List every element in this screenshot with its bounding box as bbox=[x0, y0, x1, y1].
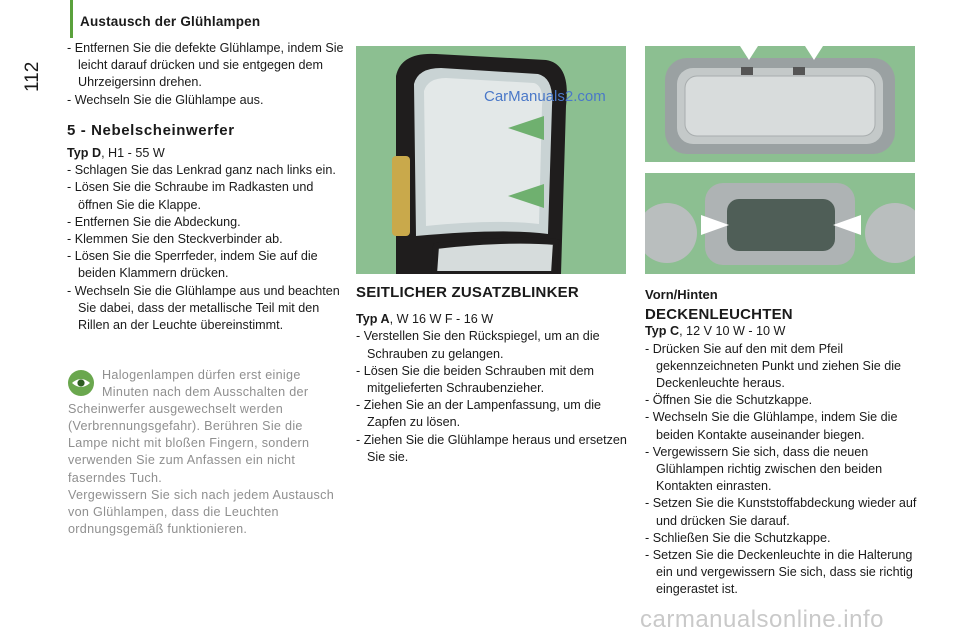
typ-d-value: , H1 - 55 W bbox=[101, 146, 165, 161]
left-column bbox=[67, 40, 347, 334]
fog-step-2: - Lösen Sie die Schraube im Radkasten und öffnen Sie die Klappe. bbox=[67, 180, 314, 212]
indicator-title: SEITLICHER ZUSATZBLINKER bbox=[356, 284, 579, 301]
typ-c-line bbox=[645, 323, 921, 340]
mirror-photo bbox=[356, 46, 626, 274]
ceiling-subtitle: Vorn/Hinten bbox=[645, 287, 718, 302]
indicator-step-1: - Verstellen Sie den Rückspiegel, um an die Schrauben zu gelangen. bbox=[356, 329, 600, 361]
watermark: CarManuals2.com bbox=[484, 88, 606, 105]
fog-step-1: - Schlagen Sie das Lenkrad ganz nach links ein. bbox=[67, 163, 336, 178]
typ-d-label: Typ D bbox=[67, 146, 102, 161]
intro-step-1: - Entfernen Sie die defekte Glühlampe, indem Sie leicht darauf drücken und sie entgegen dem Uhrzeigersinn drehen. bbox=[67, 41, 344, 90]
right-column bbox=[645, 286, 921, 599]
footer-watermark: carmanualsonline.info bbox=[640, 606, 884, 633]
warning-note bbox=[68, 367, 338, 538]
ceiling-step-5: - Setzen Sie die Kunststoffabdeckung wieder auf und drücken Sie darauf. bbox=[645, 496, 917, 528]
typ-d-line bbox=[67, 145, 347, 162]
ceiling-light-photo-top bbox=[645, 46, 915, 162]
ceiling-step-7: - Setzen Sie die Deckenleuchte in die Halterung ein und vergewissern Sie sich, dass sie richtig eingerastet ist. bbox=[645, 548, 913, 597]
intro-step-2: - Wechseln Sie die Glühlampe aus. bbox=[67, 92, 264, 107]
section5-title: 5 - Nebelscheinwerfer bbox=[67, 121, 235, 139]
header-accent-bar bbox=[70, 0, 73, 38]
indicator-step-2: - Lösen Sie die beiden Schrauben mit dem mitgelieferten Schraubenzieher. bbox=[356, 363, 595, 396]
fog-step-3: - Entfernen Sie die Abdeckung. bbox=[67, 214, 241, 229]
note-second: Vergewissern Sie sich nach jedem Austausch von Glühlampen, dass die Leuchten ordnungsgemäß funktionieren. bbox=[68, 487, 335, 536]
typ-a-label: Typ A bbox=[356, 312, 390, 327]
ceiling-step-2: - Öffnen Sie die Schutzkappe. bbox=[645, 393, 813, 408]
ceiling-step-6: - Schließen Sie die Schutzkappe. bbox=[645, 530, 831, 545]
ceiling-step-1: - Drücken Sie auf den mit dem Pfeil gekennzeichneten Punkt und ziehen Sie die Deckenleuchte heraus. bbox=[645, 341, 902, 391]
typ-a-value: , W 16 W F - 16 W bbox=[389, 312, 494, 327]
note-line-first: Halogenlampen dürfen erst einige Minuten nach dem Ausschalten der bbox=[102, 368, 309, 400]
fog-step-4: - Klemmen Sie den Steckverbinder ab. bbox=[67, 232, 283, 247]
ceiling-light-photo-bottom bbox=[645, 173, 915, 274]
note-rest: Scheinwerfer ausgewechselt werden (Verbrennungsgefahr). Berühren Sie die Lampe nicht mit bloßen Fingern, sondern verwenden Sie zum Anfassen ein nicht faserndes Tuch. bbox=[68, 402, 310, 485]
typ-c-label: Typ C bbox=[645, 324, 680, 339]
page-number: 112 bbox=[22, 61, 43, 92]
section-title: Austausch der Glühlampen bbox=[80, 14, 261, 29]
typ-a-line bbox=[356, 311, 628, 328]
ceiling-step-3: - Wechseln Sie die Glühlampe, indem Sie die beiden Kontakte auseinander biegen. bbox=[645, 410, 898, 442]
fog-step-6: - Wechseln Sie die Glühlampe aus und beachten Sie dabei, dass der metallische Teil mit den Rillen an der Leuchte übereinstimmt. bbox=[67, 283, 340, 333]
middle-column bbox=[356, 284, 628, 466]
ceiling-title: DECKENLEUCHTEN bbox=[645, 306, 793, 324]
ceiling-step-4: - Vergewissern Sie sich, dass die neuen Glühlampen richtig zwischen den beiden Kontakten einrasten. bbox=[645, 444, 883, 494]
fog-step-5: - Lösen Sie die Sperrfeder, indem Sie auf die beiden Klammern drücken. bbox=[67, 249, 318, 281]
indicator-step-4: - Ziehen Sie die Glühlampe heraus und ersetzen Sie sie. bbox=[356, 432, 627, 464]
typ-c-value: , 12 V 10 W - 10 W bbox=[679, 324, 786, 339]
indicator-step-3: - Ziehen Sie an der Lampenfassung, um die Zapfen zu lösen. bbox=[356, 398, 602, 430]
